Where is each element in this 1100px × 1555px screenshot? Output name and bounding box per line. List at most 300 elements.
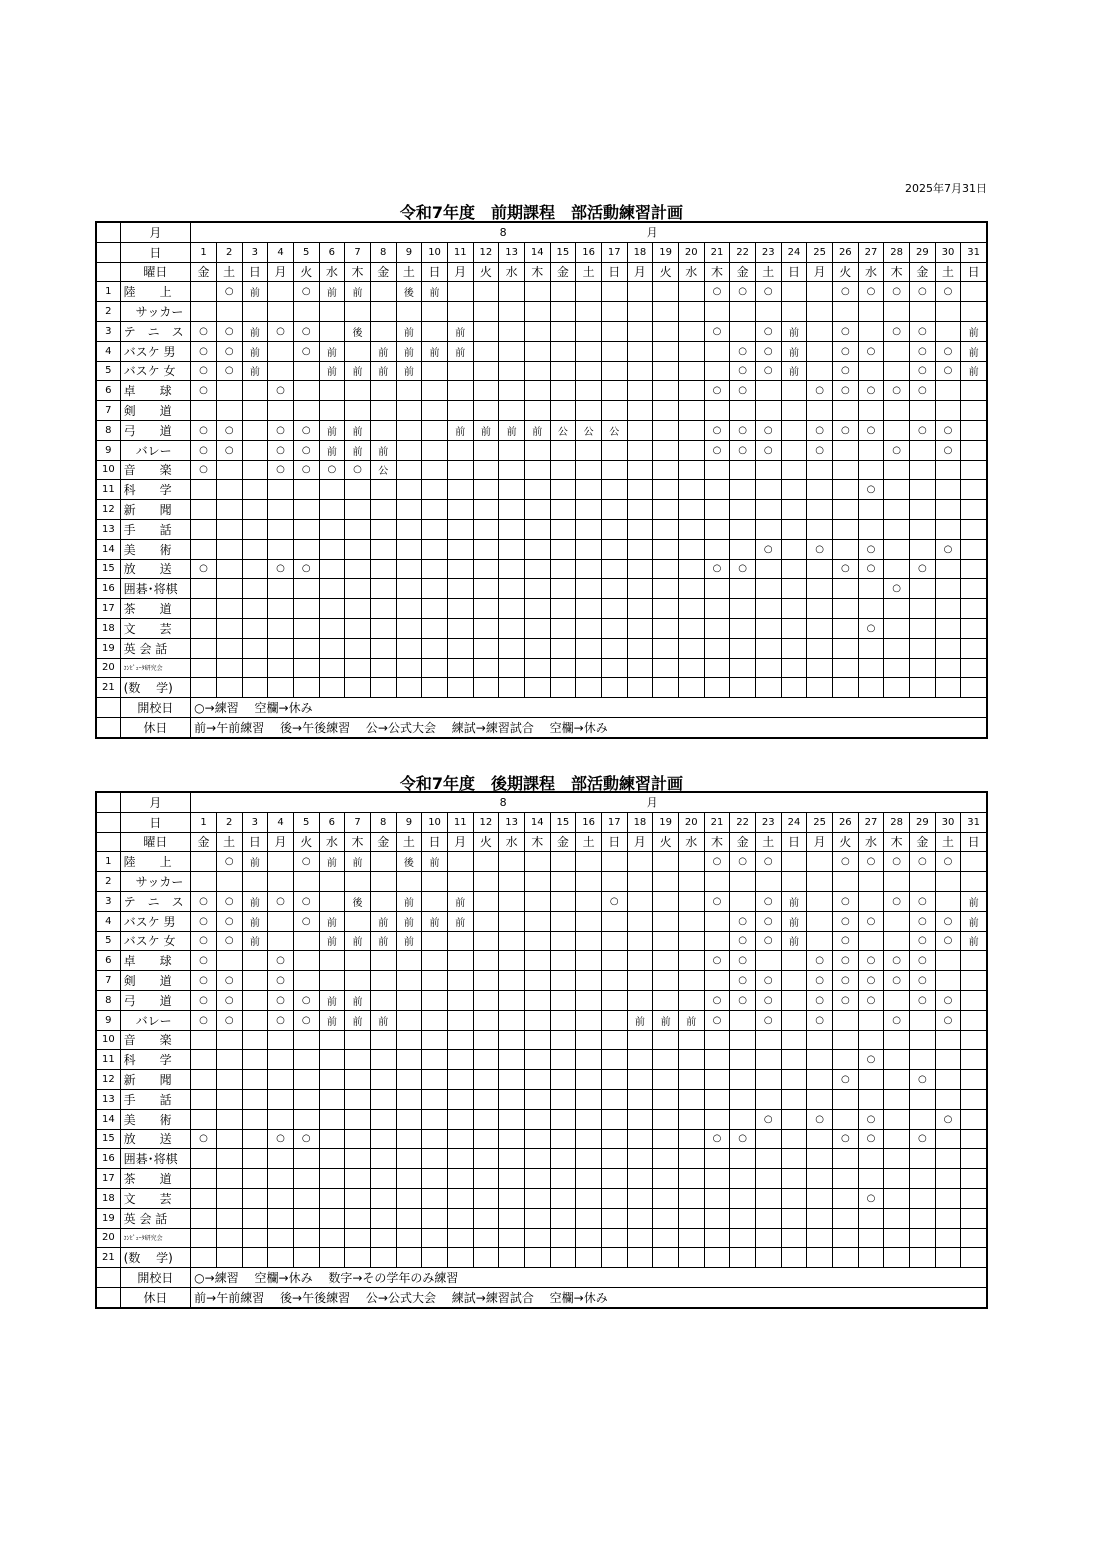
schedule-cell [704,638,730,658]
schedule-cell [524,1188,550,1208]
day-number: 15 [550,812,576,832]
schedule-cell: 前 [678,1010,704,1030]
schedule-cell [935,891,961,911]
schedule-cell [422,1248,448,1268]
schedule-cell [499,1070,525,1090]
schedule-cell [524,638,550,658]
schedule-cell [884,658,910,678]
schedule-cell [396,460,422,480]
schedule-cell: ○ [191,321,217,341]
schedule-cell [345,638,371,658]
weekday-cell: 日 [422,832,448,852]
schedule-cell [499,1208,525,1228]
schedule-cell [627,1129,653,1149]
blank-cell [96,262,120,282]
schedule-cell [576,460,602,480]
club-name: 陸 上 [120,852,191,872]
schedule-cell [473,321,499,341]
club-number: 12 [96,1070,120,1090]
schedule-cell [627,971,653,991]
schedule-cell: 前 [653,1010,679,1030]
schedule-cell [319,1050,345,1070]
schedule-cell [601,931,627,951]
schedule-cell [499,1228,525,1248]
schedule-cell: 前 [961,931,987,951]
schedule-cell [653,1169,679,1189]
schedule-cell [961,381,987,401]
schedule-cell [370,971,396,991]
schedule-cell [370,951,396,971]
schedule-cell [396,500,422,520]
month-number: 8 [499,796,507,810]
schedule-cell [678,282,704,302]
schedule-cell [678,401,704,421]
month-value [191,222,987,242]
schedule-cell [601,321,627,341]
schedule-cell [473,1030,499,1050]
schedule-cell [319,539,345,559]
schedule-cell [627,1070,653,1090]
document-date: 2025年7月31日 [905,182,987,195]
schedule-cell: 前 [345,1010,371,1030]
schedule-cell [781,401,807,421]
club-name: ｺﾝﾋﾟｭｰﾀ研究会 [120,1228,191,1248]
schedule-cell [858,1248,884,1268]
schedule-cell [319,302,345,322]
schedule-cell [473,1010,499,1030]
schedule-cell [627,1228,653,1248]
schedule-cell [653,480,679,500]
schedule-cell [473,401,499,421]
schedule-cell [576,1228,602,1248]
month-unit: 月 [646,226,658,240]
schedule-cell [730,539,756,559]
schedule-cell [807,891,833,911]
schedule-cell [909,872,935,892]
schedule-cell [447,480,473,500]
schedule-cell [678,872,704,892]
club-number: 16 [96,579,120,599]
schedule-cell [524,519,550,539]
schedule-cell [268,678,294,698]
schedule-cell [704,618,730,638]
schedule-cell: ○ [755,321,781,341]
schedule-cell [576,1050,602,1070]
schedule-cell [704,1089,730,1109]
schedule-cell: ○ [884,381,910,401]
schedule-cell [678,500,704,520]
schedule-cell [396,990,422,1010]
schedule-cell: ○ [832,951,858,971]
schedule-cell: 前 [242,282,268,302]
schedule-cell [293,381,319,401]
schedule-cell [319,971,345,991]
schedule-cell [242,480,268,500]
schedule-cell [627,931,653,951]
schedule-cell [524,911,550,931]
schedule-cell [191,480,217,500]
club-row [96,951,987,971]
schedule-cell [961,539,987,559]
schedule-cell [370,519,396,539]
club-number: 5 [96,931,120,951]
club-row [96,500,987,520]
schedule-cell [961,1050,987,1070]
schedule-cell [499,1129,525,1149]
schedule-cell [807,1050,833,1070]
blank-cell [96,832,120,852]
schedule-cell [473,658,499,678]
schedule-cell [653,1208,679,1228]
schedule-cell [961,1228,987,1248]
schedule-cell [422,519,448,539]
schedule-cell: 公 [370,460,396,480]
schedule-cell [268,618,294,638]
schedule-cell [961,852,987,872]
schedule-cell: 前 [242,321,268,341]
schedule-cell [216,1050,242,1070]
day-number: 28 [884,242,910,262]
schedule-cell [345,951,371,971]
schedule-cell [961,990,987,1010]
schedule-cell [550,599,576,619]
schedule-cell [345,1248,371,1268]
club-number: 14 [96,539,120,559]
schedule-cell [961,1169,987,1189]
schedule-cell [653,401,679,421]
schedule-cell: ○ [601,891,627,911]
schedule-cell [653,971,679,991]
schedule-cell [704,519,730,539]
schedule-cell [961,1030,987,1050]
day-number: 30 [935,242,961,262]
schedule-cell [909,302,935,322]
schedule-cell [807,1089,833,1109]
schedule-cell [396,519,422,539]
schedule-cell [524,401,550,421]
schedule-cell [396,480,422,500]
club-name: 英 会 話 [120,638,191,658]
club-number: 11 [96,480,120,500]
schedule-cell [678,951,704,971]
schedule-cell [499,480,525,500]
schedule-cell [678,1149,704,1169]
schedule-cell [447,638,473,658]
schedule-cell [755,1129,781,1149]
blank-cell [96,812,120,832]
schedule-cell [678,539,704,559]
schedule-cell [627,321,653,341]
schedule-cell [576,872,602,892]
day-number: 23 [755,242,781,262]
schedule-cell [242,1109,268,1129]
schedule-cell [730,480,756,500]
schedule-cell [345,1228,371,1248]
schedule-cell [293,931,319,951]
schedule-cell [755,1188,781,1208]
schedule-cell: ○ [909,341,935,361]
schedule-cell: ○ [858,559,884,579]
schedule-cell [268,1228,294,1248]
schedule-cell [576,951,602,971]
schedule-cell: ○ [268,891,294,911]
schedule-cell [576,852,602,872]
club-row [96,1248,987,1268]
schedule-cell [216,539,242,559]
schedule-cell [191,872,217,892]
month-value [191,792,987,812]
schedule-cell [961,599,987,619]
schedule-cell [447,852,473,872]
schedule-cell [370,990,396,1010]
weekday-cell: 水 [319,832,345,852]
schedule-cell [627,872,653,892]
schedule-cell [601,911,627,931]
schedule-cell [678,1188,704,1208]
schedule-cell [858,599,884,619]
schedule-cell [601,361,627,381]
schedule-cell [499,460,525,480]
schedule-cell [678,1208,704,1228]
schedule-cell [473,500,499,520]
schedule-cell [293,618,319,638]
schedule-cell: 前 [319,1010,345,1030]
schedule-cell: ○ [755,1109,781,1129]
schedule-cell [576,321,602,341]
weekday-cell: 土 [396,262,422,282]
schedule-cell [601,1050,627,1070]
day-row [96,812,987,832]
schedule-cell [807,1169,833,1189]
schedule-cell [935,1208,961,1228]
schedule-cell [447,401,473,421]
schedule-cell [653,599,679,619]
club-name: 美 術 [120,1109,191,1129]
schedule-cell [242,599,268,619]
schedule-cell [884,1050,910,1070]
schedule-cell [370,420,396,440]
schedule-cell: ○ [807,1010,833,1030]
schedule-cell: ○ [935,990,961,1010]
schedule-cell [781,1188,807,1208]
schedule-cell [781,1089,807,1109]
schedule-cell [370,1050,396,1070]
club-number: 13 [96,1089,120,1109]
schedule-cell: 前 [781,911,807,931]
schedule-cell [396,872,422,892]
schedule-cell [935,1030,961,1050]
schedule-cell [781,658,807,678]
schedule-cell [319,1070,345,1090]
schedule-cell [807,1070,833,1090]
schedule-cell [216,678,242,698]
schedule-cell [653,539,679,559]
schedule-cell [627,891,653,911]
schedule-cell [678,971,704,991]
schedule-cell: ○ [268,420,294,440]
schedule-cell [293,1228,319,1248]
weekday-label: 曜日 [120,262,191,282]
schedule-cell [447,1188,473,1208]
schedule-cell [293,302,319,322]
schedule-cell: 後 [345,321,371,341]
schedule-cell [653,302,679,322]
schedule-cell [422,872,448,892]
weekday-cell: 日 [601,262,627,282]
weekday-cell: 日 [242,262,268,282]
schedule-cell: ○ [216,440,242,460]
schedule-cell [422,1149,448,1169]
schedule-cell [627,361,653,381]
schedule-cell [807,618,833,638]
day-number: 28 [884,812,910,832]
schedule-cell: 前 [370,440,396,460]
schedule-cell [550,500,576,520]
schedule-cell: ○ [704,852,730,872]
schedule-cell [576,1188,602,1208]
schedule-cell [884,519,910,539]
club-row [96,658,987,678]
schedule-cell [422,401,448,421]
club-name: 弓 道 [120,420,191,440]
schedule-cell [319,1228,345,1248]
schedule-cell: 後 [345,891,371,911]
schedule-cell [961,500,987,520]
schedule-cell [345,480,371,500]
schedule-cell [755,519,781,539]
club-name: 英 会 話 [120,1208,191,1228]
schedule-cell [601,951,627,971]
schedule-cell [781,1248,807,1268]
schedule-cell [653,500,679,520]
schedule-cell [576,1208,602,1228]
schedule-cell [678,1050,704,1070]
schedule-cell [370,321,396,341]
schedule-cell [191,599,217,619]
schedule-cell [422,440,448,460]
schedule-cell [730,500,756,520]
schedule-cell [191,282,217,302]
schedule-cell: ○ [832,282,858,302]
schedule-cell [396,302,422,322]
holiday-label: 休日 [120,1287,191,1307]
schedule-cell: ○ [807,539,833,559]
blank-cell [96,1287,120,1307]
schedule-cell [627,401,653,421]
schedule-cell [832,1050,858,1070]
schedule-cell [832,1208,858,1228]
schedule-cell [576,1089,602,1109]
schedule-cell [550,282,576,302]
schedule-cell [601,1169,627,1189]
day-number: 8 [370,812,396,832]
club-row [96,1050,987,1070]
schedule-cell: ○ [704,381,730,401]
schedule-cell [422,599,448,619]
schedule-cell [832,638,858,658]
schedule-cell [216,1228,242,1248]
schedule-cell [293,361,319,381]
schedule-cell [781,519,807,539]
schedule-cell [293,401,319,421]
schedule-cell: 前 [242,341,268,361]
club-name: バレー [120,440,191,460]
schedule-cell [191,401,217,421]
schedule-cell: ○ [935,539,961,559]
schedule-cell [370,1169,396,1189]
schedule-cell [447,1030,473,1050]
schedule-cell [884,1070,910,1090]
schedule-cell [653,1089,679,1109]
schedule-cell [627,1149,653,1169]
schedule-cell [216,951,242,971]
weekday-cell: 金 [191,832,217,852]
schedule-cell [447,1089,473,1109]
schedule-cell [473,1149,499,1169]
schedule-cell [242,420,268,440]
schedule-cell [781,1109,807,1129]
schedule-cell [396,559,422,579]
weekday-cell: 水 [678,832,704,852]
schedule-cell: ○ [832,911,858,931]
schedule-cell [832,1248,858,1268]
schedule-cell: ○ [909,282,935,302]
weekday-cell: 水 [858,262,884,282]
schedule-cell [653,658,679,678]
schedule-cell [499,1050,525,1070]
schedule-cell [653,1149,679,1169]
schedule-cell: ○ [909,951,935,971]
schedule-cell [704,1050,730,1070]
weekday-cell: 日 [422,262,448,282]
schedule-cell: ○ [884,1010,910,1030]
club-row [96,1188,987,1208]
club-row [96,971,987,991]
club-row [96,361,987,381]
schedule-cell: ○ [832,852,858,872]
schedule-cell [576,579,602,599]
weekday-cell: 月 [268,832,294,852]
blank-cell [96,698,120,718]
schedule-cell [576,500,602,520]
schedule-cell [653,990,679,1010]
schedule-cell [755,1228,781,1248]
schedule-cell: ○ [909,911,935,931]
club-row [96,1109,987,1129]
schedule-cell: ○ [755,282,781,302]
schedule-cell: 前 [345,361,371,381]
schedule-cell: ○ [730,990,756,1010]
schedule-cell [524,539,550,559]
schedule-cell [396,971,422,991]
club-number: 8 [96,420,120,440]
schedule-cell [884,1248,910,1268]
schedule-cell [550,1109,576,1129]
schedule-cell [242,559,268,579]
club-name: 囲碁･将棋 [120,579,191,599]
schedule-cell [499,1149,525,1169]
school-day-legend: ○→練習 空欄→休み 数字→その学年のみ練習 [191,1268,987,1288]
club-number: 9 [96,1010,120,1030]
schedule-cell [807,638,833,658]
club-row [96,401,987,421]
schedule-cell [524,951,550,971]
schedule-cell [550,678,576,698]
schedule-cell [653,1050,679,1070]
schedule-cell [345,559,371,579]
schedule-cell: ○ [755,931,781,951]
club-number: 7 [96,971,120,991]
